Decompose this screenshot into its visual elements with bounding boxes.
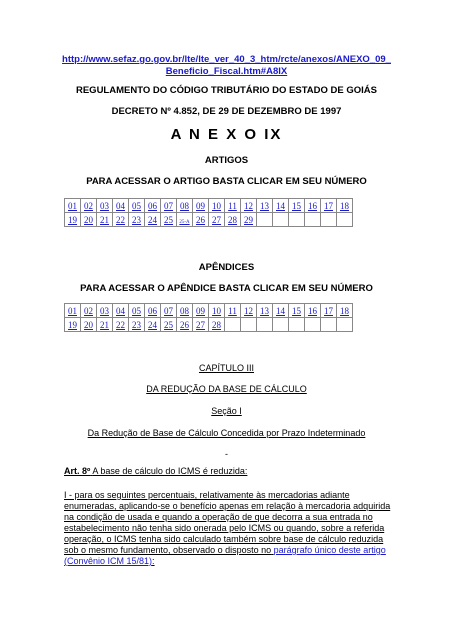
article-number-link[interactable]: 21 — [100, 214, 109, 225]
appendix-number-cell — [161, 304, 177, 318]
article-number-cell — [97, 199, 113, 213]
article-number-link[interactable]: 22 — [116, 214, 125, 225]
article-number-cell — [81, 213, 97, 227]
appendix-number-link[interactable]: 02 — [84, 305, 93, 316]
appendix-number-link[interactable]: 20 — [84, 319, 93, 330]
annex-title: A N E X O IX — [170, 126, 283, 143]
appendix-number-cell — [81, 304, 97, 318]
appendix-number-link[interactable]: 07 — [164, 305, 173, 316]
appendix-number-cell — [305, 318, 321, 332]
article-number-link[interactable]: 26 — [196, 214, 205, 225]
article-number-cell — [145, 213, 161, 227]
article-number-cell — [225, 199, 241, 213]
article-number-link[interactable]: 17 — [324, 200, 333, 211]
article-number-cell — [177, 199, 193, 213]
appendix-number-link[interactable]: 05 — [132, 305, 141, 316]
article-number-cell — [113, 199, 129, 213]
appendix-number-cell — [225, 318, 241, 332]
article-number-cell — [241, 213, 257, 227]
appendix-number-link[interactable]: 14 — [276, 305, 285, 316]
chapter-subtitle: DA REDUÇÃO DA BASE DE CÁLCULO — [146, 384, 307, 394]
appendix-number-cell — [321, 318, 337, 332]
appendix-number-link[interactable]: 19 — [68, 319, 77, 330]
appendices-instruction: PARA ACESSAR O APÊNDICE BASTA CLICAR EM SEU NÚMERO — [80, 283, 373, 294]
article-number-cell — [321, 213, 337, 227]
appendices-heading: APÊNDICES — [198, 262, 255, 273]
appendix-number-cell — [161, 318, 177, 332]
paragraph-link[interactable]: parágrafo único deste artigo — [273, 545, 386, 555]
appendix-number-cell — [305, 304, 321, 318]
appendix-number-row — [65, 318, 353, 332]
articles-heading: ARTIGOS — [204, 155, 249, 166]
appendix-number-link[interactable]: 17 — [324, 305, 333, 316]
regulation-title: REGULAMENTO DO CÓDIGO TRIBUTÁRIO DO ESTADO DE GOIÁS — [75, 85, 378, 96]
article-number-link[interactable]: 08 — [180, 200, 189, 211]
appendix-number-link[interactable]: 22 — [116, 319, 125, 330]
appendix-number-link[interactable]: 11 — [228, 305, 237, 316]
appendices-table — [64, 303, 353, 332]
appendix-number-cell — [145, 304, 161, 318]
article-number-cell — [257, 213, 273, 227]
article-number-link[interactable]: 25 — [164, 214, 173, 225]
article-number-link[interactable]: 24 — [148, 214, 157, 225]
appendix-number-cell — [193, 318, 209, 332]
article-8-text: A base de cálculo do ICMS é reduzida: — [92, 466, 248, 476]
article-number-cell — [193, 199, 209, 213]
article-number-link[interactable]: 06 — [148, 200, 157, 211]
appendix-number-link[interactable]: 16 — [308, 305, 317, 316]
article-number-cell — [177, 213, 193, 227]
article-number-link[interactable]: 18 — [340, 200, 349, 211]
appendix-number-link[interactable]: 27 — [196, 319, 205, 330]
appendix-number-link[interactable]: 28 — [212, 319, 221, 330]
article-8-item-1 — [64, 490, 394, 567]
article-number-cell — [257, 199, 273, 213]
article-number-link[interactable]: 09 — [196, 200, 205, 211]
appendix-number-cell — [129, 304, 145, 318]
appendix-number-cell — [65, 318, 81, 332]
article-number-cell — [129, 213, 145, 227]
article-8-heading — [64, 466, 394, 477]
appendix-number-cell — [81, 318, 97, 332]
appendix-number-cell — [177, 318, 193, 332]
appendix-number-cell — [273, 304, 289, 318]
article-number-cell — [337, 199, 353, 213]
article-number-cell — [305, 213, 321, 227]
article-number-link[interactable]: 12 — [244, 200, 253, 211]
article-number-link[interactable]: 25-A — [179, 219, 190, 225]
appendix-number-link[interactable]: 25 — [164, 319, 173, 330]
article-number-link[interactable]: 16 — [308, 200, 317, 211]
appendix-number-link[interactable]: 13 — [260, 305, 269, 316]
articles-table — [64, 198, 353, 227]
article-number-link[interactable]: 28 — [228, 214, 237, 225]
article-number-row — [65, 199, 353, 213]
appendix-number-link[interactable]: 24 — [148, 319, 157, 330]
appendix-number-cell — [337, 318, 353, 332]
article-number-cell — [161, 199, 177, 213]
appendix-number-cell — [65, 304, 81, 318]
article-number-cell — [225, 213, 241, 227]
appendix-number-link[interactable]: 04 — [116, 305, 125, 316]
articles-instruction: PARA ACESSAR O ARTIGO BASTA CLICAR EM SEU NÚMERO — [86, 176, 367, 187]
article-number-cell — [161, 213, 177, 227]
article-number-cell — [241, 199, 257, 213]
convenio-link[interactable]: (Convênio ICM 15/81) — [64, 556, 153, 566]
article-number-cell — [289, 199, 305, 213]
appendix-number-cell — [145, 318, 161, 332]
article-number-link[interactable]: 13 — [260, 200, 269, 211]
appendix-number-cell — [209, 318, 225, 332]
item-1-end: : — [152, 556, 155, 566]
appendix-number-cell — [289, 304, 305, 318]
article-number-cell — [129, 199, 145, 213]
appendix-number-cell — [209, 304, 225, 318]
article-number-link[interactable]: 23 — [132, 214, 141, 225]
article-number-link[interactable]: 15 — [292, 200, 301, 211]
appendix-number-cell — [97, 304, 113, 318]
item-1-text: I - para os seguintes percentuais, relativamente às mercadorias adiante enumeradas, aplicando-se o benefício apenas em relação à mercadoria adquirida na condição de usada e quando a operação de que decorra a sua entrada no estabelecimento não tenha sido onerada pelo ICMS ou quando, sobre a referida operação, o ICMS tenha sido calculado também sobre base de cálculo reduzida sob o mesmo fundamento, observado o disposto no — [64, 490, 391, 555]
article-number-cell — [209, 213, 225, 227]
article-number-cell — [209, 199, 225, 213]
appendix-number-cell — [241, 304, 257, 318]
appendix-number-cell — [193, 304, 209, 318]
appendix-number-row — [65, 304, 353, 318]
appendix-number-cell — [225, 304, 241, 318]
article-number-cell — [289, 213, 305, 227]
section-title: Da Redução de Base de Cálculo Concedida por Prazo Indeterminado — [87, 428, 366, 438]
appendix-number-link[interactable]: 06 — [148, 305, 157, 316]
article-8-label: Art. 8º — [64, 466, 91, 476]
article-number-cell — [273, 213, 289, 227]
article-number-link[interactable]: 05 — [132, 200, 141, 211]
article-number-link[interactable]: 10 — [212, 200, 221, 211]
appendix-number-cell — [129, 318, 145, 332]
appendix-number-cell — [241, 318, 257, 332]
appendix-number-cell — [289, 318, 305, 332]
appendix-number-link[interactable]: 26 — [180, 319, 189, 330]
article-number-cell — [65, 213, 81, 227]
appendix-number-cell — [273, 318, 289, 332]
article-number-link[interactable]: 19 — [68, 214, 77, 225]
source-url-line2[interactable]: Beneficio_Fiscal.htm#A8IX — [165, 66, 288, 77]
article-number-cell — [113, 213, 129, 227]
article-number-link[interactable]: 01 — [68, 200, 77, 211]
section-label: Seção I — [211, 406, 242, 416]
chapter-title: CAPÍTULO III — [198, 363, 254, 373]
article-number-link[interactable]: 11 — [228, 200, 237, 211]
article-number-link[interactable]: 14 — [276, 200, 285, 211]
article-number-link[interactable]: 27 — [212, 214, 221, 225]
article-number-cell — [145, 199, 161, 213]
appendix-number-link[interactable]: 01 — [68, 305, 77, 316]
appendix-number-link[interactable]: 10 — [212, 305, 221, 316]
appendix-number-link[interactable]: 18 — [340, 305, 349, 316]
appendix-number-link[interactable]: 08 — [180, 305, 189, 316]
appendix-number-link[interactable]: 09 — [196, 305, 205, 316]
appendix-number-cell — [257, 304, 273, 318]
article-number-row — [65, 213, 353, 227]
appendix-number-cell — [321, 304, 337, 318]
article-number-cell — [321, 199, 337, 213]
appendix-number-cell — [113, 304, 129, 318]
appendix-number-link[interactable]: 15 — [292, 305, 301, 316]
article-number-cell — [337, 213, 353, 227]
decree-title: DECRETO Nº 4.852, DE 29 DE DEZEMBRO DE 1997 — [111, 106, 342, 117]
article-number-link[interactable]: 04 — [116, 200, 125, 211]
source-url-line1[interactable]: http://www.sefaz.go.gov.br/lte/lte_ver_40_3_htm/rcte/anexos/ANEXO_09_ — [62, 54, 391, 65]
article-number-link[interactable]: 29 — [244, 214, 253, 225]
article-number-link[interactable]: 07 — [164, 200, 173, 211]
appendix-number-cell — [97, 318, 113, 332]
article-number-cell — [81, 199, 97, 213]
appendix-number-cell — [337, 304, 353, 318]
separator-dash: - — [225, 449, 228, 459]
article-number-link[interactable]: 20 — [84, 214, 93, 225]
article-number-link[interactable]: 03 — [100, 200, 109, 211]
article-number-cell — [65, 199, 81, 213]
appendix-number-link[interactable]: 12 — [244, 305, 253, 316]
appendix-number-link[interactable]: 23 — [132, 319, 141, 330]
appendix-number-link[interactable]: 21 — [100, 319, 109, 330]
article-number-cell — [305, 199, 321, 213]
appendix-number-link[interactable]: 03 — [100, 305, 109, 316]
appendix-number-cell — [113, 318, 129, 332]
appendix-number-cell — [177, 304, 193, 318]
source-url-link[interactable] — [0, 54, 453, 78]
article-number-cell — [97, 213, 113, 227]
article-number-cell — [273, 199, 289, 213]
appendix-number-cell — [257, 318, 273, 332]
article-number-cell — [193, 213, 209, 227]
article-number-link[interactable]: 02 — [84, 200, 93, 211]
